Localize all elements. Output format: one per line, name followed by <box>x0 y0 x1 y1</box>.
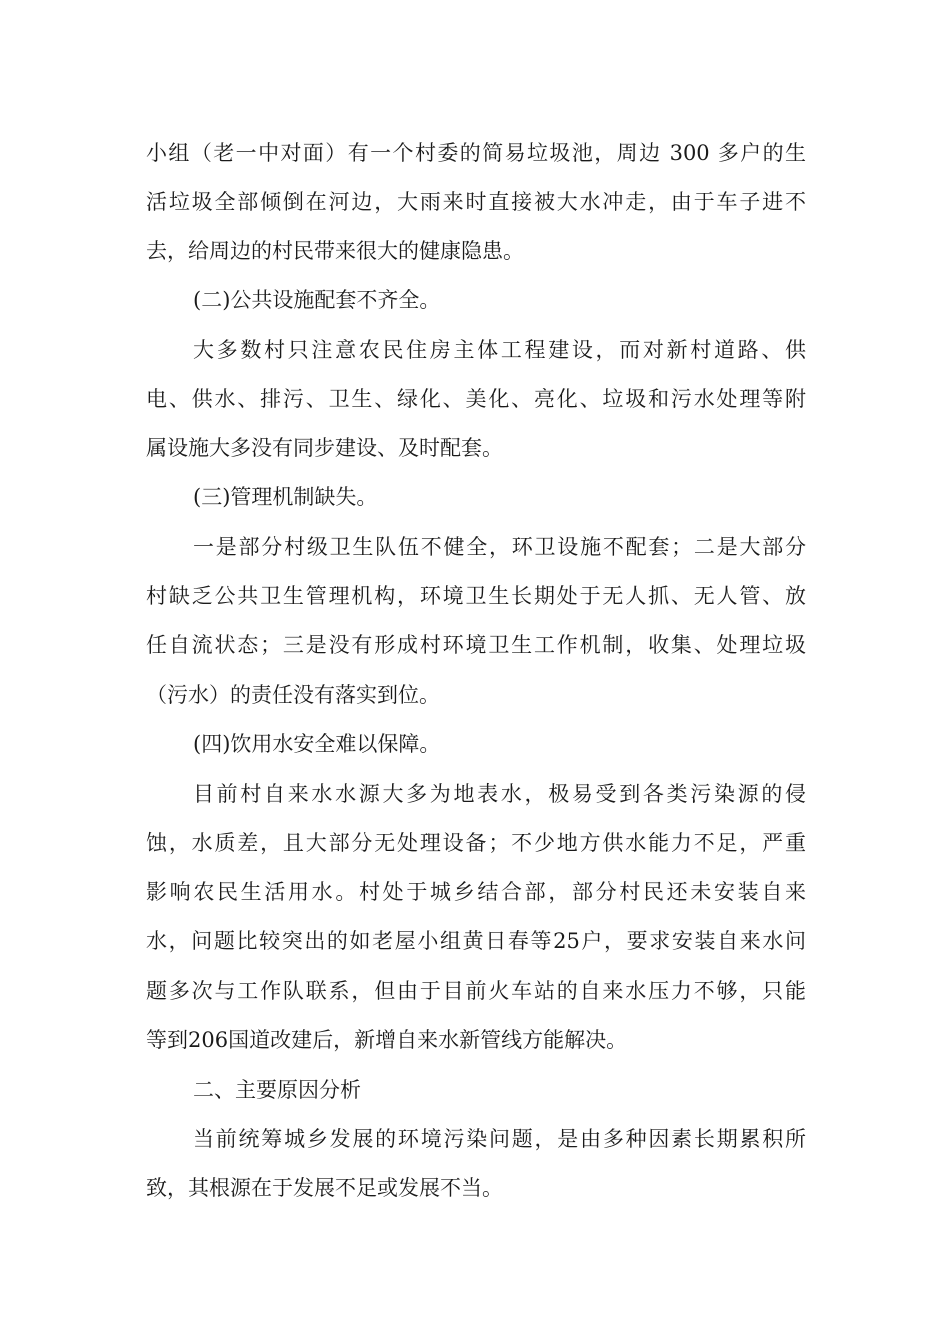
text-line: 活垃圾全部倾倒在河边，大雨来时直接被大水冲走，由于车子进不 <box>146 190 806 214</box>
text-line: 目前村自来水水源大多为地表水，极易受到各类污染源的侵 <box>193 782 806 806</box>
text-line: 致，其根源在于发展不足或发展不当。 <box>146 1176 503 1200</box>
text-line: 任自流状态；三是没有形成村环境卫生工作机制，收集、处理垃圾 <box>146 633 806 657</box>
text-line: 一是部分村级卫生队伍不健全，环卫设施不配套；二是大部分 <box>193 535 806 559</box>
text-line: 等到206国道改建后，新增自来水新管线方能解决。 <box>146 1028 628 1052</box>
text-line: 属设施大多没有同步建设、及时配套。 <box>146 436 503 460</box>
text-line: 小组（老一中对面）有一个村委的简易垃圾池，周边 300 多户的生 <box>146 141 806 165</box>
text-line: 当前统筹城乡发展的环境污染问题，是由多种因素长期累积所 <box>193 1127 806 1151</box>
section-heading: (四)饮用水安全难以保障。 <box>193 732 441 756</box>
section-heading: (二)公共设施配套不齐全。 <box>193 288 441 312</box>
text-line: 水，问题比较突出的如老屋小组黄日春等25户，要求安装自来水问 <box>146 929 806 953</box>
text-line: 大多数村只注意农民住房主体工程建设，而对新村道路、供 <box>193 338 806 362</box>
text-line: （污水）的责任没有落实到位。 <box>146 683 440 707</box>
text-line: 影响农民生活用水。村处于城乡结合部，部分村民还未安装自来 <box>146 880 806 904</box>
text-line: 蚀，水质差，且大部分无处理设备；不少地方供水能力不足，严重 <box>146 831 806 855</box>
text-line: 电、供水、排污、卫生、绿化、美化、亮化、垃圾和污水处理等附 <box>146 387 806 411</box>
text-line: 题多次与工作队联系，但由于目前火车站的自来水压力不够，只能 <box>146 979 806 1003</box>
section-heading: 二、主要原因分析 <box>193 1078 361 1102</box>
text-line: 去，给周边的村民带来很大的健康隐患。 <box>146 239 524 263</box>
text-line: 村缺乏公共卫生管理机构，环境卫生长期处于无人抓、无人管、放 <box>146 584 806 608</box>
section-heading: (三)管理机制缺失。 <box>193 485 378 509</box>
